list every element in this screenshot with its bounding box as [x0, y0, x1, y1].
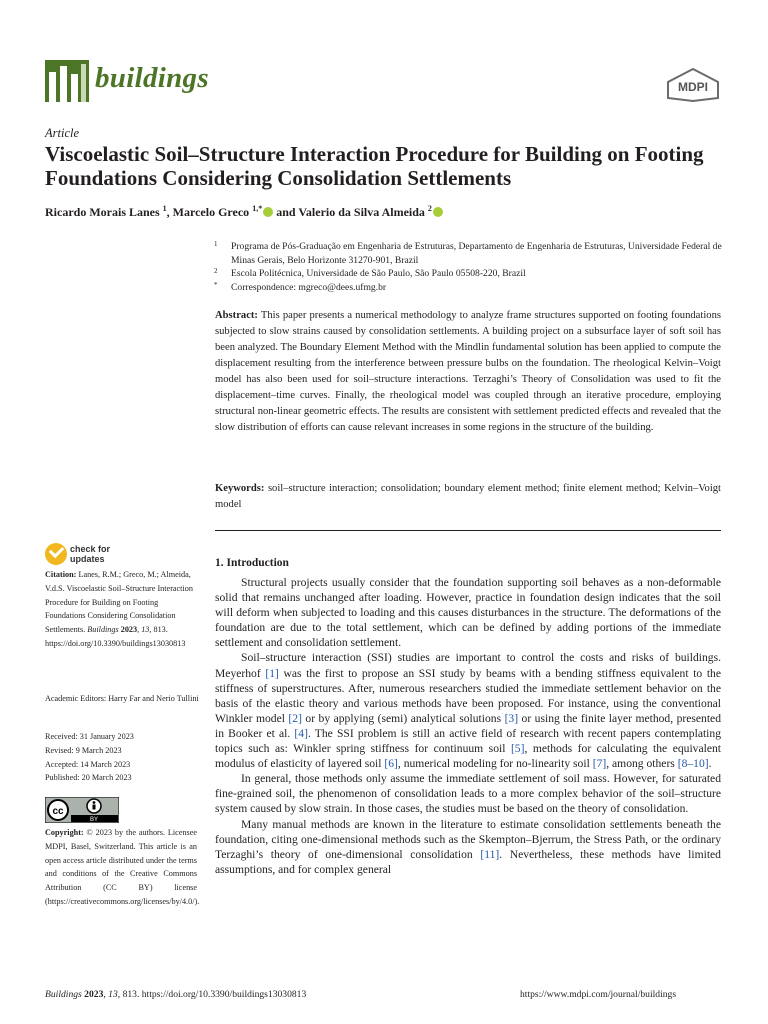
citation-link[interactable]: [7] [592, 757, 607, 771]
citation-block: Citation: Lanes, R.M.; Greco, M.; Almeida, V.d.S. Viscoelastic Soil–Structure Interaction Procedure for Building on Footing Foundations Considering Consolidation Settlements. Buildings 2023, 13, 813. https://doi.org/10.3390/buildings13030813 [45, 570, 193, 648]
author-name: Valerio da Silva Almeida [298, 205, 425, 219]
keywords [215, 481, 721, 513]
correspondence-text: Correspondence: mgreco@dees.ufmg.br [231, 281, 387, 293]
affiliation-mark: 1 [214, 240, 218, 248]
svg-text:cc: cc [52, 806, 64, 817]
affiliation-item [214, 281, 724, 295]
cc-by-license-icon[interactable] [45, 797, 119, 823]
affiliations [214, 240, 724, 294]
paragraph: Many manual methods are known in the literature to estimate consolidation settlements beneath the foundation, citing one-dimensional methods such as the Skempton–Bjerrum, the Stress Path, or the ordinary Terzaghi’s theory of one-dimensional consolidation [11]. Nevertheless, these methods have limited assumptions, and for complex general [215, 817, 721, 876]
citation-link[interactable]: [2] [288, 711, 302, 725]
citation-label: Citation: [45, 570, 77, 579]
footer-doi-link[interactable]: , 813. https://doi.org/10.3390/buildings13030813 [117, 989, 307, 1000]
received-date: Received: 31 January 2023 [45, 732, 134, 741]
author-name: Marcelo Greco [172, 205, 250, 219]
body-text [215, 575, 721, 877]
divider [215, 530, 721, 531]
publisher-name: MDPI [678, 80, 708, 94]
author-name: Ricardo Morais Lanes [45, 205, 160, 219]
check-for-updates-button[interactable] [45, 543, 115, 567]
section-heading: 1. Introduction [215, 557, 289, 569]
accepted-date: Accepted: 14 March 2023 [45, 759, 131, 769]
affiliation-text: Programa de Pós-Graduação em Engenharia de Estruturas, Departamento de Engenharia de Estruturas, Universidade Federal de Minas Gerais, Belo Horizonte 31270-901, Brazil [231, 241, 722, 266]
keywords-label: Keywords: [215, 483, 265, 494]
citation-link[interactable]: [5] [510, 742, 525, 756]
abstract [215, 308, 721, 436]
author-affiliation-mark: 2 [427, 204, 432, 213]
buildings-logo-icon [45, 60, 89, 102]
dates-block [45, 730, 200, 785]
check-label: check for [70, 544, 111, 554]
affiliation-item [214, 240, 724, 267]
published-date: Published: 20 March 2023 [45, 773, 132, 783]
citation-link[interactable]: [8–10] [677, 757, 709, 771]
affiliation-item [214, 267, 724, 281]
check-icon [45, 543, 67, 565]
citation-link[interactable]: [3] [504, 711, 519, 725]
abstract-text: This paper presents a numerical methodology to analyze frame structures supported on footing foundations subjected to slow strains caused by consolidation settlements. A building project on a subsurface layer of soft soil has been analyzed. The Boundary Element Method with the Mindlin fundamental solution has been applied to compute the displacement resulting from the interference between pressure bulbs on the foundation. The rheological Kelvin–Voigt model has also been used for soil–structure interactions. Terzaghi’s Theory of Consolidation was used to fit the displacement–time curves. Finally, the rheological model was coupled through an iterative procedure, employing structural non-linear geometric effects. The results are consistent with settlement predicted effects and revealed that the slow distribution of efforts can cause relevant increases in some regions in the structure of the building. [215, 310, 721, 433]
mdpi-logo-icon [666, 68, 720, 102]
cc-by-label: BY [89, 817, 99, 823]
orcid-icon[interactable] [263, 207, 273, 217]
paragraph: In general, those methods only assume the immediate settlement of soil mass. However, for saturated fine-grained soil, the phenomenon of consolidation leads to a more complex behavior of the soil–structure system caused by slow strain. In those cases, the studies must be based on the theory of consolidation. [215, 772, 721, 816]
footer-citation: Buildings 2023, 13, 813. https://doi.org/10.3390/buildings13030813 [45, 989, 307, 1000]
citation-link[interactable]: [11] [480, 847, 500, 861]
author-conjunction: and [276, 205, 296, 219]
check-label: updates [70, 554, 105, 564]
revised-date: Revised: 9 March 2023 [45, 745, 122, 755]
author-affiliation-mark: 1 [162, 204, 167, 213]
keywords-text: soil–structure interaction; consolidation; boundary element method; finite element method; Kelvin–Voigt model [215, 483, 722, 510]
citation-link[interactable]: [1] [265, 666, 279, 680]
paper-title: Viscoelastic Soil–Structure Interaction Procedure for Building on Footing Foundations Considering Consolidation Settlements [45, 142, 704, 190]
article-type: Article [45, 126, 80, 140]
journal-name: buildings [95, 62, 209, 94]
affiliation-mark: * [214, 280, 218, 289]
paragraph: Soil–structure interaction (SSI) studies are important to control the costs and risks of buildings. Meyerhof [1] was the first to propose an SSI study by beams with a bending stiffness equivalent to the stiffness of superstructures. After, numerous researchers studied the immediate settlement behavior on the basis of the elastic theory and various methods have been proposed. For instance, using the conventional Winkler model [2] or by applying (semi) analytical solutions [3] or using the finite layer method, presented in Booker et al. [4]. The SSI problem is still an active field of research with recent papers contemplating topics such as: Winkler spring stiffness for continuum soil [5], methods for calculating the equivalent modulus of elasticity of layered soil [6], numerical modeling for no-linearity soil [7], among others [8–10]. [215, 651, 721, 771]
citation-link[interactable]: [4] [294, 726, 308, 740]
academic-editors: Academic Editors: Harry Far and Nerio Tullini [45, 694, 199, 703]
orcid-icon[interactable] [433, 207, 443, 217]
copyright-label: Copyright: [45, 828, 84, 837]
footer-journal-url[interactable]: https://www.mdpi.com/journal/buildings [520, 989, 677, 1000]
affiliation-mark: 2 [214, 267, 218, 276]
author-list: Ricardo Morais Lanes $^1$, Marcelo Greco $^{1,*}$ and Valerio da Silva Almeida $^2$ [45, 204, 443, 220]
doi-link[interactable]: , 813. https://doi.org/10.3390/buildings13030813 [45, 625, 186, 648]
affiliation-text: Escola Politécnica, Universidade de São Paulo, São Paulo 05508-220, Brazil [231, 268, 526, 280]
paragraph: Structural projects usually consider that the foundation supporting soil behaves as a non-deformable solid that remains unchanged after loading. However, practice in foundation design indicates that the soil will deform when subjected to loading and this causes disturbances in the structure. The deformations of the foundation are due to the total settlement, which can be defined by adding portions of the immediate settlement and consolidation settlement. [215, 576, 721, 650]
citation-link[interactable]: [6] [384, 757, 398, 771]
abstract-label: Abstract: [215, 310, 258, 321]
author-affiliation-mark: 1,* [252, 204, 263, 213]
copyright-notice: Copyright: © 2023 by the authors. Licensee MDPI, Basel, Switzerland. This article is an open access article distributed under the terms and conditions of the Creative Commons Attribution (CC BY) license (https://creativecommons.org/licenses/by/4.0/). [45, 828, 200, 906]
